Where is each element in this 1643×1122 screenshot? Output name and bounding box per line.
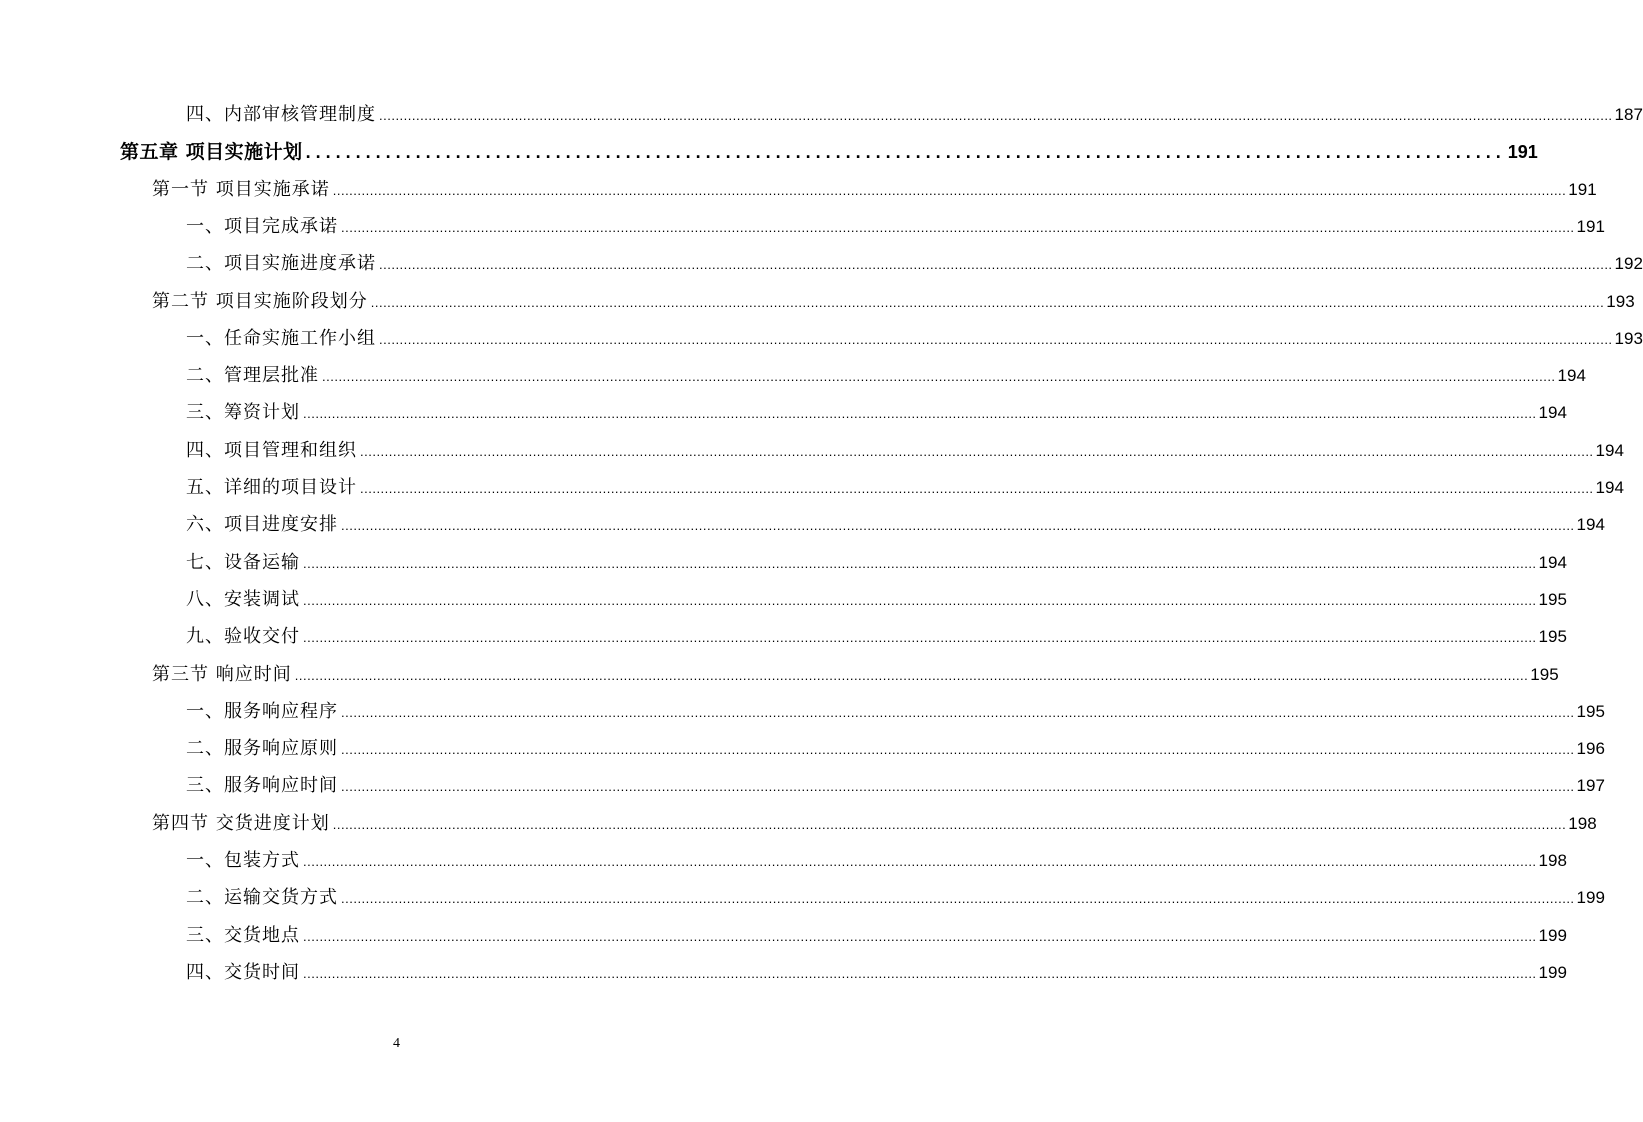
toc-item-entry[interactable]	[186, 250, 1643, 276]
toc-entry-page-number: 194	[1538, 553, 1567, 572]
toc-entry-page-number: 195	[1538, 627, 1567, 646]
toc-entry-title: 第一节 项目实施承诺	[152, 179, 330, 200]
toc-section-entry[interactable]	[152, 810, 1597, 836]
toc-item-entry[interactable]	[186, 735, 1605, 761]
dot-leader: ........................................................................................................................	[305, 142, 1506, 162]
toc-item-entry[interactable]	[186, 362, 1586, 388]
toc-entry-page-number: 198	[1538, 851, 1567, 870]
toc-entry-page-number: 194	[1538, 403, 1567, 422]
toc-entry-title: 四、内部审核管理制度	[186, 104, 376, 125]
toc-entry-title: 三、交货地点	[186, 925, 300, 946]
toc-entry-title: 二、管理层批准	[186, 365, 319, 386]
toc-entry-title: 一、任命实施工作小组	[186, 328, 376, 349]
toc-item-entry[interactable]	[186, 623, 1567, 649]
dot-leader: ............................................................................................................................................................................................................................................................................................................	[341, 220, 1575, 235]
toc-entry-page-number: 196	[1576, 739, 1605, 758]
toc-entry-title: 二、项目实施进度承诺	[186, 253, 376, 274]
toc-entry-page-number: 194	[1576, 515, 1605, 534]
toc-item-entry[interactable]	[186, 101, 1643, 127]
toc-item-entry[interactable]	[186, 847, 1567, 873]
toc-entry-page-number: 193	[1606, 292, 1635, 311]
toc-entry-title: 四、交货时间	[186, 962, 300, 983]
dot-leader: ............................................................................................................................................................................................................................................................................................................	[360, 481, 1594, 496]
toc-item-entry[interactable]	[186, 511, 1605, 537]
toc-item-entry[interactable]	[186, 884, 1605, 910]
toc-entry-page-number: 199	[1538, 963, 1567, 982]
dot-leader: ............................................................................................................................................................................................................................................................................................................	[370, 295, 1605, 310]
toc-section-entry[interactable]	[152, 288, 1635, 314]
dot-leader: ............................................................................................................................................................................................................................................................................................................	[303, 929, 1537, 944]
toc-entry-page-number: 193	[1614, 329, 1643, 348]
toc-entry-title: 七、设备运输	[186, 552, 300, 573]
dot-leader: ............................................................................................................................................................................................................................................................................................................	[303, 630, 1537, 645]
toc-entry-title: 八、安装调试	[186, 589, 300, 610]
toc-chapter-entry[interactable]	[120, 138, 1538, 164]
dot-leader: ............................................................................................................................................................................................................................................................................................................	[303, 406, 1537, 421]
toc-item-entry[interactable]	[186, 474, 1624, 500]
dot-leader: ............................................................................................................................................................................................................................................................................................................	[294, 668, 1529, 683]
toc-entry-title: 第三节 响应时间	[152, 664, 292, 685]
toc-entry-title: 四、项目管理和组织	[186, 440, 357, 461]
toc-item-entry[interactable]	[186, 325, 1643, 351]
toc-entry-title: 一、项目完成承诺	[186, 216, 338, 237]
page-number: 4	[393, 1036, 400, 1051]
dot-leader: ............................................................................................................................................................................................................................................................................................................	[322, 369, 1556, 384]
toc-entry-title: 五、详细的项目设计	[186, 477, 357, 498]
toc-section-entry[interactable]	[152, 661, 1559, 687]
toc-entry-page-number: 191	[1568, 180, 1597, 199]
toc-item-entry[interactable]	[186, 549, 1567, 575]
toc-entry-page-number: 199	[1538, 926, 1567, 945]
toc-entry-page-number: 194	[1595, 478, 1624, 497]
toc-entry-page-number: 197	[1576, 776, 1605, 795]
toc-entry-title: 一、服务响应程序	[186, 701, 338, 722]
toc-entry-title: 六、项目进度安排	[186, 514, 338, 535]
toc-entry-page-number: 192	[1614, 254, 1643, 273]
toc-entry-title: 第五章 项目实施计划	[120, 141, 303, 163]
toc-entry-page-number: 194	[1595, 441, 1624, 460]
toc-entry-title: 一、包装方式	[186, 850, 300, 871]
toc-entry-title: 第二节 项目实施阶段划分	[152, 291, 368, 312]
toc-entry-page-number: 191	[1507, 142, 1538, 162]
toc-item-entry[interactable]	[186, 959, 1567, 985]
dot-leader: ............................................................................................................................................................................................................................................................................................................	[341, 779, 1575, 794]
dot-leader: ............................................................................................................................................................................................................................................................................................................	[341, 705, 1575, 720]
dot-leader: ............................................................................................................................................................................................................................................................................................................	[303, 556, 1537, 571]
toc-entry-page-number: 187	[1614, 105, 1643, 124]
toc-entry-page-number: 199	[1576, 888, 1605, 907]
toc-item-entry[interactable]	[186, 213, 1605, 239]
toc-item-entry[interactable]	[186, 437, 1624, 463]
toc-section-entry[interactable]	[152, 176, 1597, 202]
toc-item-entry[interactable]	[186, 922, 1567, 948]
toc-entry-title: 三、服务响应时间	[186, 775, 338, 796]
toc-entry-title: 三、筹资计划	[186, 402, 300, 423]
toc-item-entry[interactable]	[186, 586, 1567, 612]
toc-item-entry[interactable]	[186, 772, 1605, 798]
dot-leader: ............................................................................................................................................................................................................................................................................................................	[332, 183, 1567, 198]
toc-entry-title: 二、服务响应原则	[186, 738, 338, 759]
toc-entry-page-number: 195	[1530, 665, 1559, 684]
dot-leader: ............................................................................................................................................................................................................................................................................................................	[379, 332, 1613, 347]
toc-entry-page-number: 198	[1568, 814, 1597, 833]
dot-leader: ............................................................................................................................................................................................................................................................................................................	[379, 257, 1613, 272]
toc-entry-page-number: 194	[1557, 366, 1586, 385]
dot-leader: ............................................................................................................................................................................................................................................................................................................	[379, 108, 1613, 123]
dot-leader: ............................................................................................................................................................................................................................................................................................................	[360, 444, 1594, 459]
toc-entry-page-number: 195	[1576, 702, 1605, 721]
dot-leader: ............................................................................................................................................................................................................................................................................................................	[332, 817, 1567, 832]
dot-leader: ............................................................................................................................................................................................................................................................................................................	[341, 742, 1575, 757]
toc-entry-title: 九、验收交付	[186, 626, 300, 647]
dot-leader: ............................................................................................................................................................................................................................................................................................................	[341, 518, 1575, 533]
toc-entry-title: 二、运输交货方式	[186, 887, 338, 908]
dot-leader: ............................................................................................................................................................................................................................................................................................................	[303, 593, 1537, 608]
toc-entry-page-number: 191	[1576, 217, 1605, 236]
dot-leader: ............................................................................................................................................................................................................................................................................................................	[341, 891, 1575, 906]
dot-leader: ............................................................................................................................................................................................................................................................................................................	[303, 966, 1537, 981]
toc-item-entry[interactable]	[186, 399, 1567, 425]
toc-item-entry[interactable]	[186, 698, 1605, 724]
toc-entry-page-number: 195	[1538, 590, 1567, 609]
toc-entry-title: 第四节 交货进度计划	[152, 813, 330, 834]
dot-leader: ............................................................................................................................................................................................................................................................................................................	[303, 854, 1537, 869]
